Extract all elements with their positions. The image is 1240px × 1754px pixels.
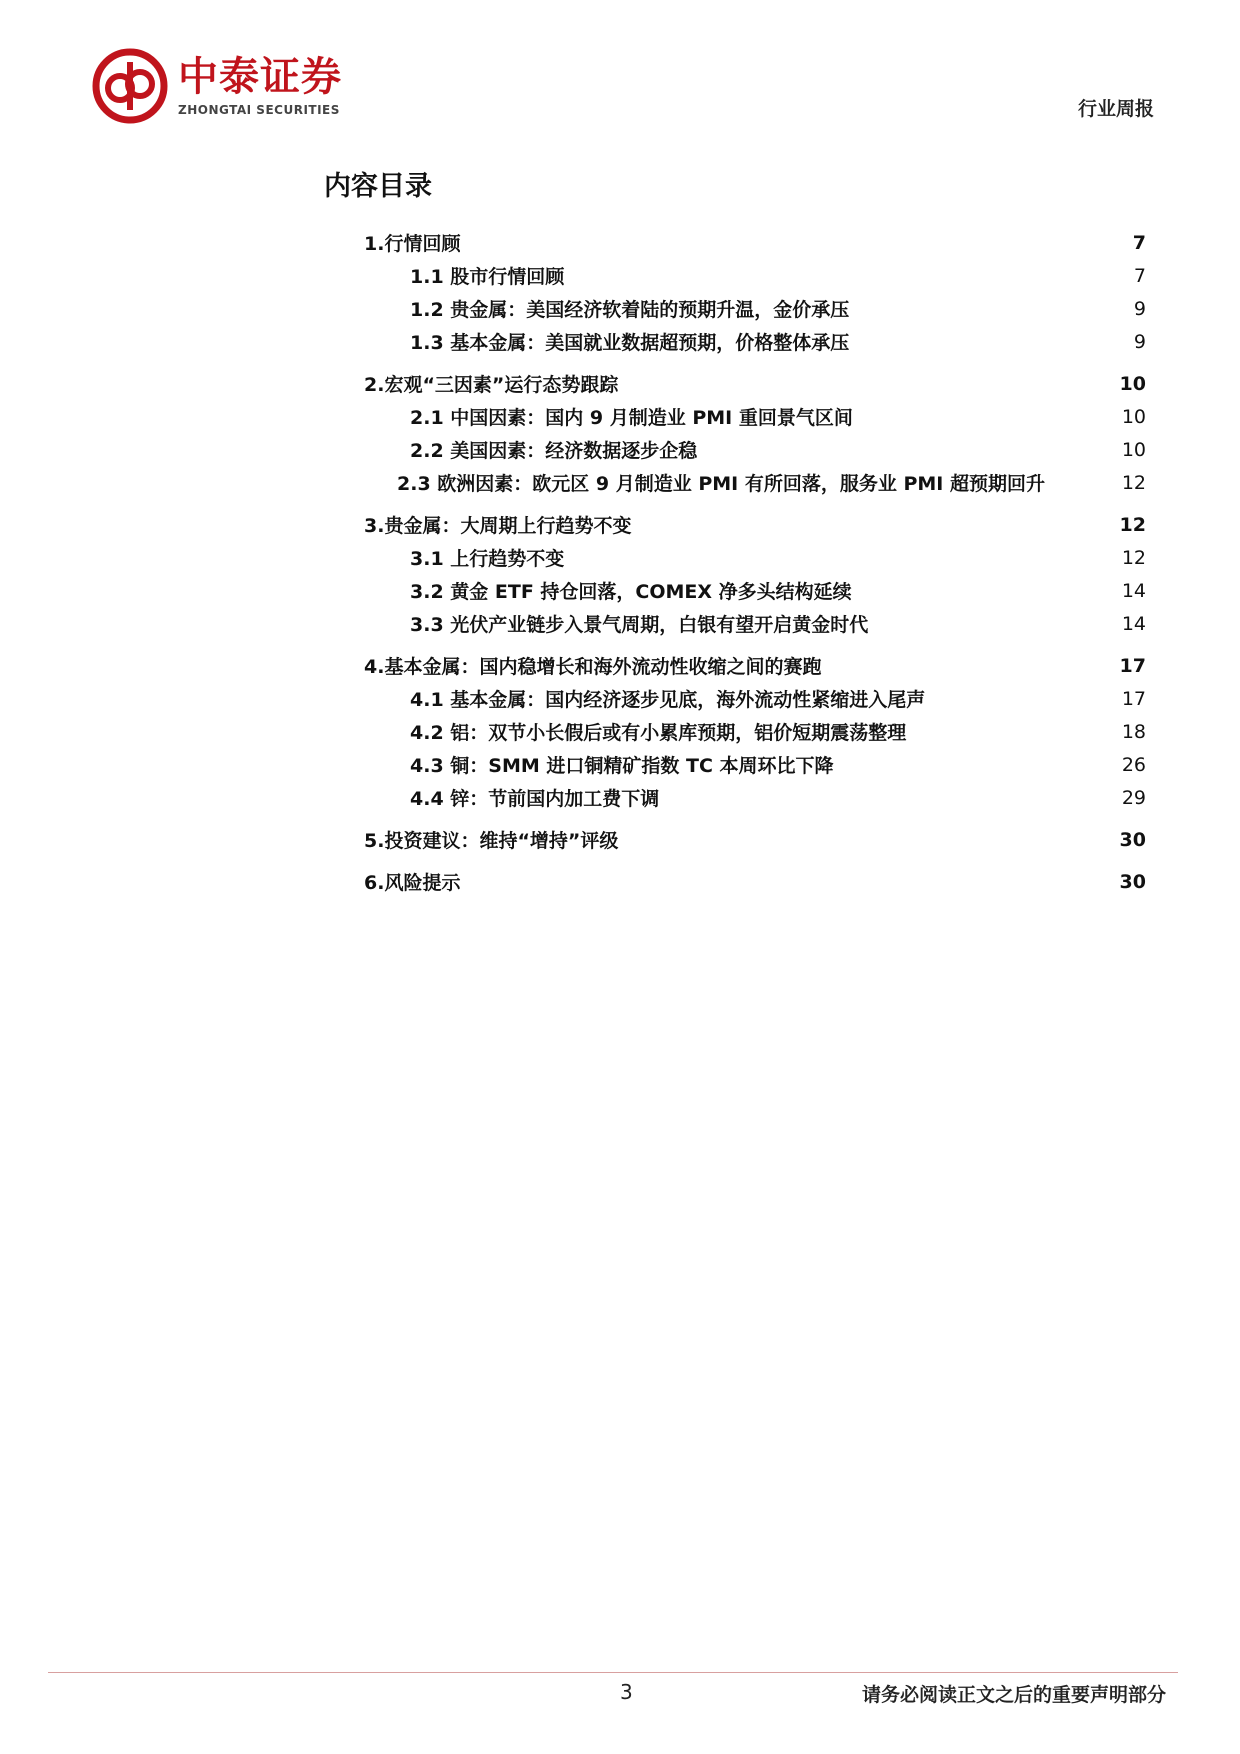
toc-entry-label: 4.基本金属：国内稳增长和海外流动性收缩之间的赛跑 <box>364 656 822 678</box>
toc-entry-label: 2.3 欧洲因素：欧元区 9 月制造业 PMI 有所回落，服务业 PMI 超预期回升 <box>397 473 1045 495</box>
logo-english-name: ZHONGTAI SECURITIES <box>178 103 340 117</box>
toc-entry-page: 18 <box>1121 720 1146 743</box>
toc-entry-label: 3.2 黄金 ETF 持仓回落，COMEX 净多头结构延续 <box>410 581 852 603</box>
toc-entry-label: 6.风险提示 <box>364 872 461 894</box>
toc-entry-page: 7 <box>1132 231 1146 254</box>
toc-entry-label: 4.3 铜：SMM 进口铜精矿指数 TC 本周环比下降 <box>410 755 834 777</box>
toc-entry[interactable] <box>364 466 1146 499</box>
toc-entry-page: 9 <box>1133 330 1146 353</box>
toc-entry[interactable] <box>364 748 1146 781</box>
toc-entry-label: 1.1 股市行情回顾 <box>410 266 565 288</box>
toc-entry-label: 3.1 上行趋势不变 <box>410 548 565 570</box>
toc-entry-label: 2.宏观“三因素”运行态势跟踪 <box>364 374 619 396</box>
toc-entry[interactable] <box>364 259 1146 292</box>
table-of-contents <box>364 226 1146 898</box>
toc-entry-label: 4.2 铝：双节小长假后或有小累库预期，铝价短期震荡整理 <box>410 722 907 744</box>
toc-entry[interactable] <box>364 682 1146 715</box>
toc-entry-page: 10 <box>1119 372 1146 395</box>
toc-entry-label: 1.2 贵金属：美国经济软着陆的预期升温，金价承压 <box>410 299 850 321</box>
toc-entry-label: 4.4 锌：节前国内加工费下调 <box>410 788 660 810</box>
toc-entry[interactable] <box>364 865 1146 898</box>
page-number: 3 <box>620 1680 633 1704</box>
toc-entry-page: 10 <box>1121 438 1146 461</box>
company-logo <box>92 48 342 124</box>
toc-entry-page: 17 <box>1121 687 1146 710</box>
toc-entry-page: 12 <box>1121 546 1146 569</box>
toc-entry-label: 5.投资建议：维持“增持”评级 <box>364 830 619 852</box>
footer-disclaimer: 请务必阅读正文之后的重要声明部分 <box>861 1684 1166 1706</box>
toc-entry-page: 14 <box>1121 579 1146 602</box>
toc-entry-page: 12 <box>1119 513 1146 536</box>
toc-entry[interactable] <box>364 367 1146 400</box>
toc-entry-page: 10 <box>1121 405 1146 428</box>
toc-entry-page: 26 <box>1121 753 1146 776</box>
toc-entry-label: 3.贵金属：大周期上行趋势不变 <box>364 515 632 537</box>
toc-entry-label: 1.3 基本金属：美国就业数据超预期，价格整体承压 <box>410 332 850 354</box>
toc-entry-page: 30 <box>1119 828 1146 851</box>
toc-entry-page: 12 <box>1121 471 1146 494</box>
toc-entry-label: 2.2 美国因素：经济数据逐步企稳 <box>410 440 698 462</box>
toc-entry-page: 7 <box>1133 264 1146 287</box>
report-type: 行业周报 <box>1077 98 1154 120</box>
toc-entry-page: 30 <box>1119 870 1146 893</box>
toc-entry[interactable] <box>364 433 1146 466</box>
toc-entry[interactable] <box>364 325 1146 358</box>
toc-entry-page: 29 <box>1121 786 1146 809</box>
toc-entry[interactable] <box>364 292 1146 325</box>
toc-title: 内容目录 <box>324 171 432 202</box>
toc-entry[interactable] <box>364 574 1146 607</box>
toc-entry-label: 2.1 中国因素：国内 9 月制造业 PMI 重回景气区间 <box>410 407 853 429</box>
toc-entry[interactable] <box>364 400 1146 433</box>
footer-divider <box>48 1672 1178 1673</box>
toc-entry[interactable] <box>364 226 1146 259</box>
toc-entry-label: 3.3 光伏产业链步入景气周期，白银有望开启黄金时代 <box>410 614 869 636</box>
toc-entry[interactable] <box>364 715 1146 748</box>
zhongtai-logo-icon <box>92 48 168 124</box>
toc-entry[interactable] <box>364 781 1146 814</box>
toc-entry[interactable] <box>364 508 1146 541</box>
toc-entry[interactable] <box>364 541 1146 574</box>
toc-entry-label: 4.1 基本金属：国内经济逐步见底，海外流动性紧缩进入尾声 <box>410 689 926 711</box>
logo-chinese-name: 中泰证券 <box>178 54 342 100</box>
toc-entry-page: 17 <box>1119 654 1146 677</box>
toc-entry-page: 9 <box>1133 297 1146 320</box>
toc-entry[interactable] <box>364 649 1146 682</box>
toc-entry[interactable] <box>364 823 1146 856</box>
toc-entry[interactable] <box>364 607 1146 640</box>
toc-entry-label: 1.行情回顾 <box>364 233 461 255</box>
toc-entry-page: 14 <box>1121 612 1146 635</box>
